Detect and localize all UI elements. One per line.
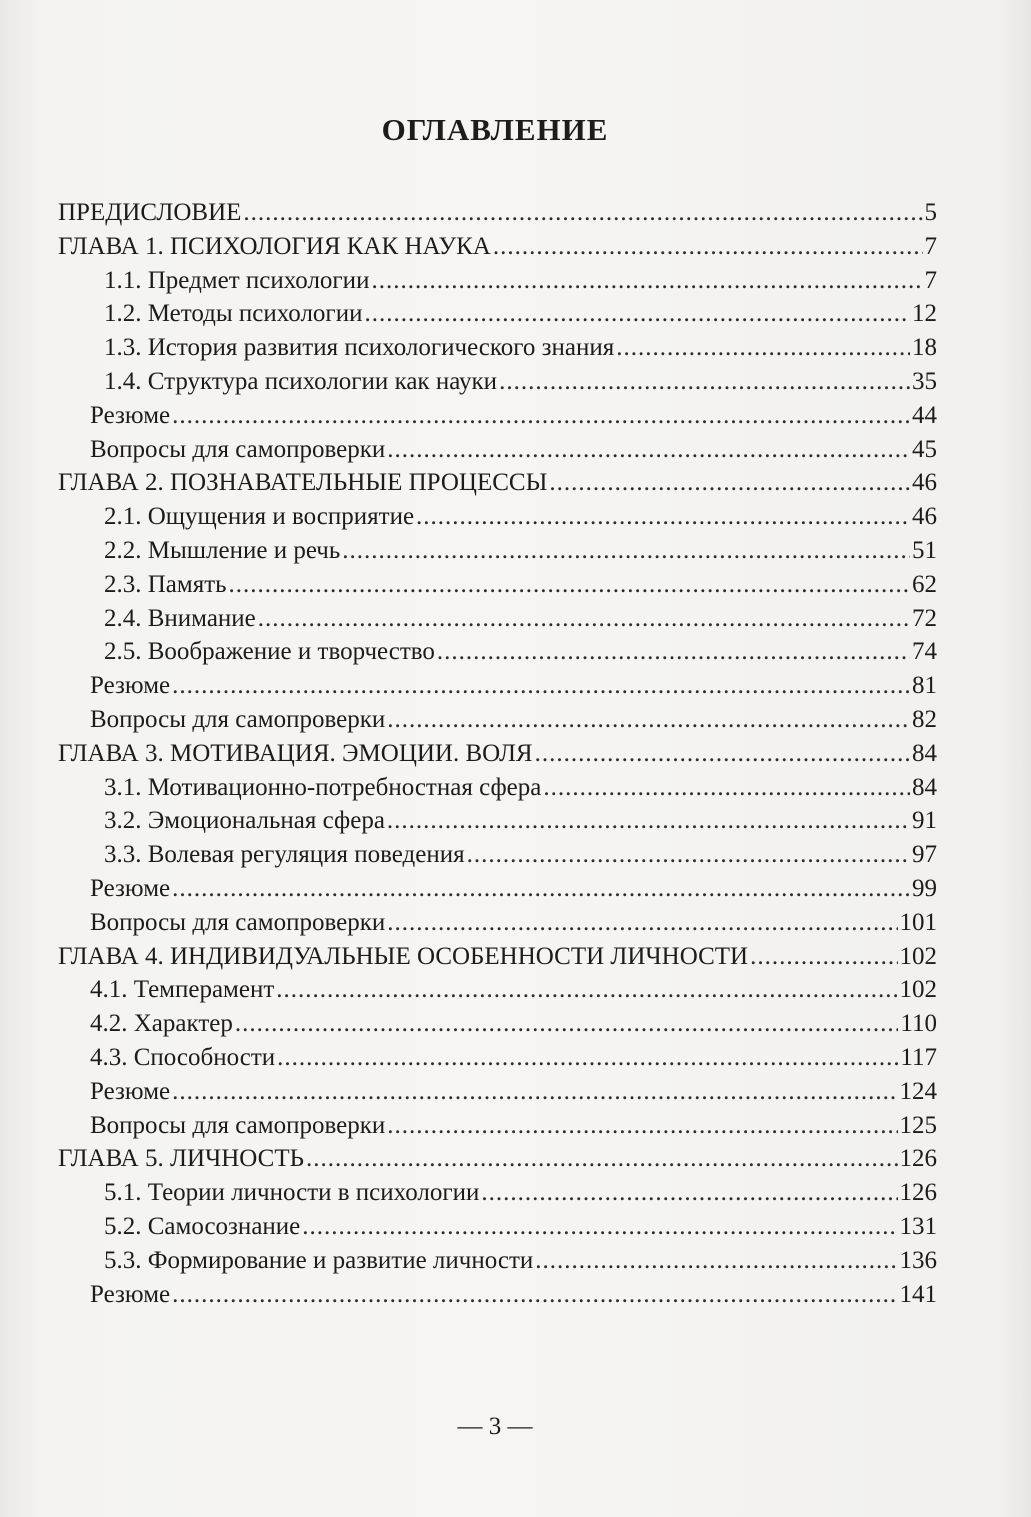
dot-leader	[342, 534, 910, 568]
toc-entry-label: ГЛАВА 5. ЛИЧНОСТЬ	[58, 1145, 304, 1173]
toc-entry-label: 5.1. Теории личности в психологии	[104, 1179, 480, 1207]
toc-entry-label: 2.5. Воображение и творчество	[104, 638, 435, 666]
toc-entry-page: 74	[912, 638, 937, 666]
toc-entry-page: 84	[912, 773, 937, 801]
toc-entry-page: 35	[912, 367, 937, 395]
toc-entry-label: Резюме	[90, 1280, 171, 1308]
dot-leader	[750, 940, 897, 974]
toc-entry-page: 46	[912, 469, 937, 497]
toc-entry-label: ПРЕДИСЛОВИЕ	[58, 199, 242, 226]
toc-entry	[0, 737, 1031, 771]
toc-entry	[0, 872, 1031, 906]
dot-leader	[364, 297, 910, 331]
dot-leader	[437, 635, 910, 669]
toc-entry-label: 1.2. Методы психологии	[104, 300, 363, 328]
dot-leader	[387, 804, 910, 838]
toc-entry-label: 3.3. Волевая регуляция поведения	[104, 841, 465, 869]
toc-entry-label: Резюме	[90, 401, 171, 429]
dot-leader	[276, 973, 897, 1007]
toc-entry	[0, 602, 1031, 636]
toc-entry	[0, 264, 1031, 298]
toc-entry-label: 5.3. Формирование и развитие личности	[104, 1246, 534, 1274]
toc-entry-page: 136	[899, 1246, 937, 1274]
toc-entry	[0, 771, 1031, 805]
toc-entry-label: Вопросы для самопроверки	[90, 435, 386, 463]
toc-entry-page: 102	[899, 942, 937, 970]
toc-entry	[0, 568, 1031, 602]
toc-entry-label: 2.1. Ощущения и восприятие	[104, 503, 415, 531]
toc-entry	[0, 1278, 1031, 1312]
toc-entry	[0, 973, 1031, 1007]
toc-entry	[0, 230, 1031, 264]
dot-leader	[172, 1075, 897, 1109]
dot-leader	[535, 1244, 897, 1278]
toc-entry-label: Вопросы для самопроверки	[90, 705, 386, 733]
dot-leader	[172, 872, 910, 906]
dot-leader	[387, 433, 910, 467]
toc-entry-page: 91	[912, 807, 937, 835]
toc-entry-page: 45	[912, 435, 937, 463]
toc-entry-label: 1.1. Предмет психологии	[104, 266, 370, 294]
toc-entry-page: 82	[912, 705, 937, 733]
toc-entry-page: 110	[900, 1010, 937, 1038]
page-title: ОГЛАВЛЕНИЕ	[381, 112, 609, 147]
toc-entry	[0, 1142, 1031, 1176]
toc-entry	[0, 669, 1031, 703]
toc-entry-label: Вопросы для самопроверки	[90, 1111, 386, 1139]
dot-leader	[499, 365, 910, 399]
toc-entry	[0, 906, 1031, 940]
toc-entry-label: 2.3. Память	[104, 570, 227, 598]
toc-entry-label: 3.1. Мотивационно-потребностная сфера	[104, 773, 542, 801]
dot-leader	[243, 196, 922, 230]
toc-entry-label: 4.3. Способности	[90, 1043, 276, 1071]
toc-entry	[0, 1210, 1031, 1244]
toc-entry-label: ГЛАВА 1. ПСИХОЛОГИЯ КАК НАУКА	[58, 232, 491, 260]
toc-entry	[0, 196, 1031, 230]
toc-entry-label: 4.2. Характер	[90, 1010, 233, 1038]
toc-entry-page: 84	[912, 739, 937, 767]
dot-leader	[172, 399, 910, 433]
toc-entry	[0, 635, 1031, 669]
toc-entry-page: 101	[899, 908, 937, 936]
dot-leader	[493, 230, 923, 264]
toc-entry-page: 99	[912, 874, 937, 902]
toc-entry	[0, 365, 1031, 399]
toc-entry-page: 126	[899, 1179, 937, 1207]
dot-leader	[387, 906, 897, 940]
dot-leader	[387, 703, 910, 737]
dot-leader	[229, 568, 910, 602]
dot-leader	[172, 669, 910, 703]
toc-entry	[0, 297, 1031, 331]
toc-entry-page: 72	[912, 604, 937, 632]
toc-entry-page: 141	[899, 1280, 937, 1308]
toc-entry-page: 7	[924, 266, 937, 294]
dot-leader	[481, 1176, 897, 1210]
toc-entry-page: 117	[900, 1043, 937, 1071]
toc-entry-label: 5.2. Самосознание	[104, 1212, 301, 1240]
toc-entry	[0, 433, 1031, 467]
toc-entry	[0, 703, 1031, 737]
toc-entry	[0, 940, 1031, 974]
toc-entry-label: ГЛАВА 3. МОТИВАЦИЯ. ЭМОЦИИ. ВОЛЯ	[58, 739, 533, 767]
toc-entry	[0, 1075, 1031, 1109]
toc-entry	[0, 1007, 1031, 1041]
toc-entry-page: 125	[899, 1111, 937, 1139]
toc-entry-page: 81	[912, 672, 937, 700]
dot-leader	[535, 737, 910, 771]
toc-entry	[0, 1109, 1031, 1143]
dot-leader	[387, 1109, 897, 1143]
toc-entry-label: 1.3. История развития психологического знания	[104, 334, 615, 362]
dot-leader	[549, 466, 910, 500]
toc-entry	[0, 399, 1031, 433]
toc-entry-label: 4.1. Темперамент	[90, 976, 275, 1004]
toc-entry-page: 124	[899, 1077, 937, 1105]
toc-entry-page: 131	[899, 1212, 937, 1240]
toc-entry-page: 102	[899, 976, 937, 1004]
dot-leader	[302, 1210, 897, 1244]
toc-entry	[0, 1176, 1031, 1210]
toc-entry	[0, 804, 1031, 838]
toc-entry-label: 3.2. Эмоциональная сфера	[104, 807, 385, 835]
toc-entry-label: Резюме	[90, 1077, 171, 1105]
dot-leader	[616, 331, 910, 365]
dot-leader	[235, 1007, 899, 1041]
toc-entry-page: 5	[924, 199, 937, 226]
dot-leader	[543, 771, 910, 805]
page-number: — 3 —	[457, 1413, 533, 1440]
toc-entry-label: Резюме	[90, 874, 171, 902]
toc-entry	[0, 1244, 1031, 1278]
toc-entry	[0, 838, 1031, 872]
toc-entry-page: 7	[924, 232, 937, 260]
toc-entry	[0, 500, 1031, 534]
toc-entry-page: 44	[912, 401, 937, 429]
toc-entry-label: Резюме	[90, 672, 171, 700]
toc-entry-label: Вопросы для самопроверки	[90, 908, 386, 936]
toc-entry-page: 51	[912, 536, 937, 564]
toc-entry-page: 126	[899, 1145, 937, 1173]
dot-leader	[258, 602, 910, 636]
toc-entry-page: 12	[912, 300, 937, 328]
toc-entry	[0, 331, 1031, 365]
toc-entry-page: 46	[912, 503, 937, 531]
toc-entry-label: 2.2. Мышление и речь	[104, 536, 341, 564]
toc-entry	[0, 1041, 1031, 1075]
dot-leader	[467, 838, 910, 872]
dot-leader	[277, 1041, 898, 1075]
toc-entry-page: 97	[912, 841, 937, 869]
dot-leader	[371, 264, 922, 298]
toc-entry-label: ГЛАВА 2. ПОЗНАВАТЕЛЬНЫЕ ПРОЦЕССЫ	[58, 469, 548, 497]
table-of-contents	[0, 196, 1031, 1311]
toc-entry-page: 62	[912, 570, 937, 598]
toc-entry-label: 2.4. Внимание	[104, 604, 256, 632]
toc-entry	[0, 466, 1031, 500]
toc-entry-label: 1.4. Структура психологии как науки	[104, 367, 498, 395]
dot-leader	[306, 1142, 898, 1176]
dot-leader	[172, 1278, 897, 1312]
dot-leader	[416, 500, 910, 534]
toc-entry-label: ГЛАВА 4. ИНДИВИДУАЛЬНЫЕ ОСОБЕННОСТИ ЛИЧНОСТИ	[58, 942, 749, 970]
toc-entry	[0, 534, 1031, 568]
toc-entry-page: 18	[912, 334, 937, 362]
